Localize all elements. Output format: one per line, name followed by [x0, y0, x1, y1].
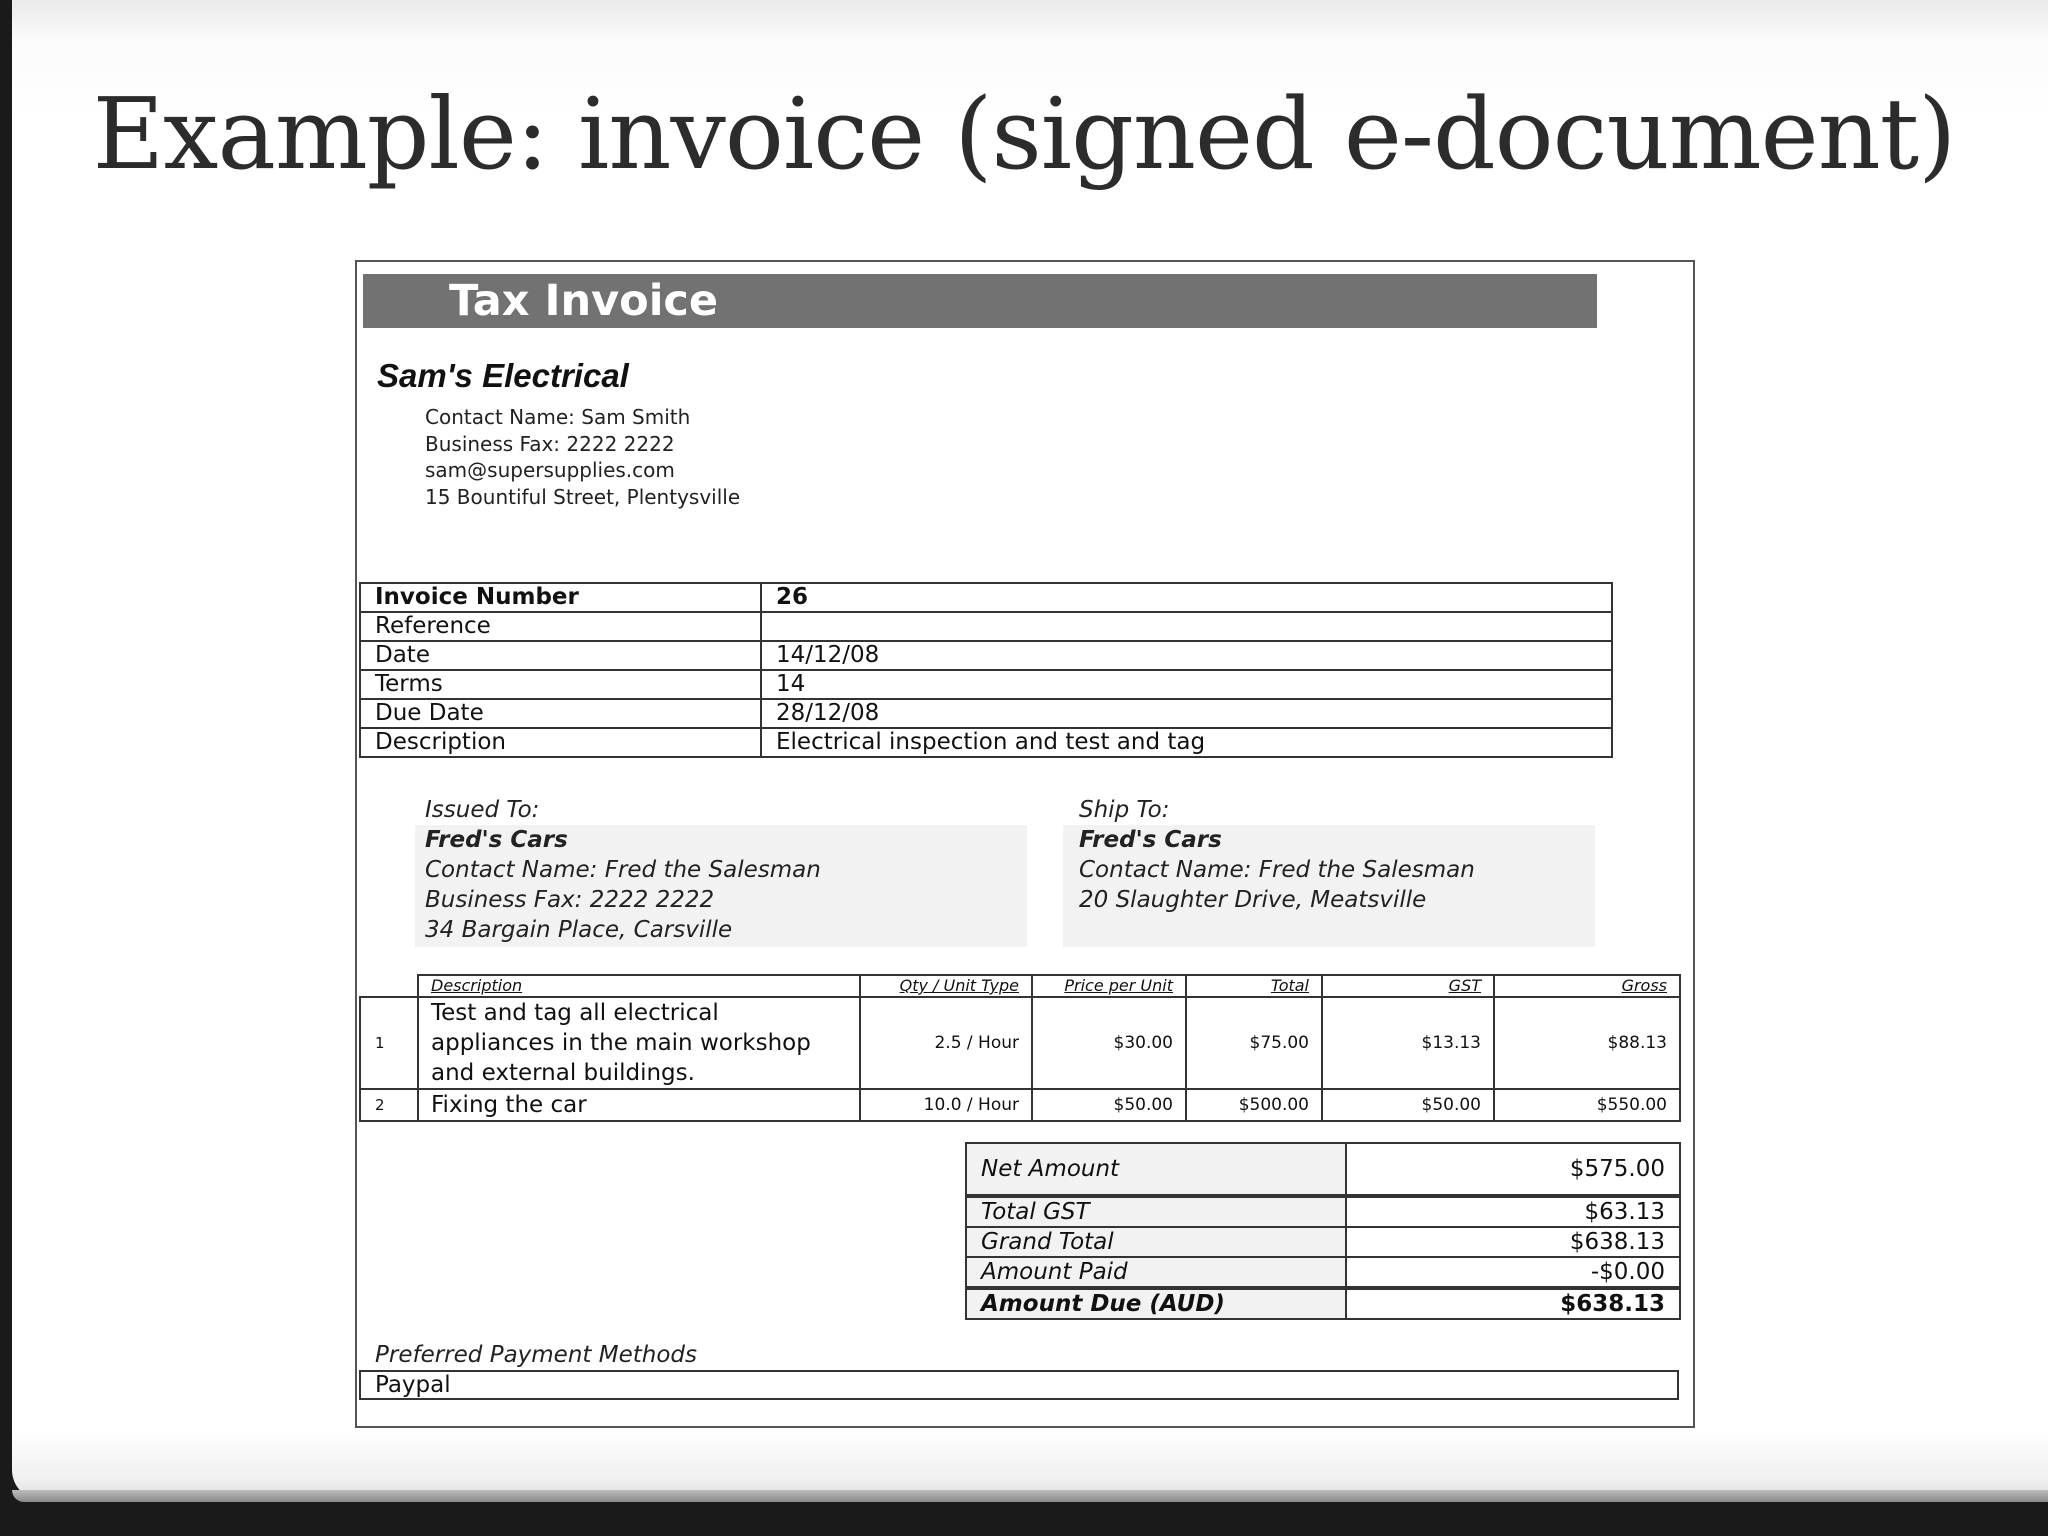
slide-title: Example: invoice (signed e-document) — [92, 78, 1956, 192]
detail-label: Reference — [360, 612, 761, 641]
table-row — [360, 670, 1612, 699]
amount-due-value: $638.13 — [1346, 1288, 1680, 1319]
contact-line: Business Fax: 2222 2222 — [425, 431, 675, 456]
detail-label: Terms — [360, 670, 761, 699]
company-name: Sam's Electrical — [377, 357, 629, 394]
slide-footer-band — [12, 1490, 2048, 1502]
item-description — [418, 1089, 860, 1121]
item-qty: 10.0 / Hour — [860, 1089, 1032, 1121]
table-row — [360, 728, 1612, 757]
detail-value: Electrical inspection and test and tag — [761, 728, 1612, 757]
net-amount-value: $575.00 — [1346, 1143, 1680, 1196]
item-description-line: and external buildings. — [431, 1060, 695, 1086]
column-header: GST — [1322, 975, 1494, 997]
issued-to-line: 34 Bargain Place, Carsville — [425, 917, 733, 943]
column-header: Total — [1186, 975, 1322, 997]
detail-label: Due Date — [360, 699, 761, 728]
ship-to-block — [1079, 795, 1609, 935]
item-gross: $550.00 — [1494, 1089, 1680, 1121]
item-gst: $50.00 — [1322, 1089, 1494, 1121]
grand-total-label: Grand Total — [966, 1227, 1346, 1257]
item-number: 2 — [360, 1089, 418, 1121]
totals-table — [965, 1142, 1681, 1320]
item-number: 1 — [360, 997, 418, 1089]
detail-value — [761, 612, 1612, 641]
invoice-document — [355, 260, 1695, 1428]
table-row — [966, 1288, 1680, 1319]
table-row — [360, 1089, 1680, 1121]
ship-to-line: 20 Slaughter Drive, Meatsville — [1079, 887, 1427, 913]
item-gst: $13.13 — [1322, 997, 1494, 1089]
item-price: $50.00 — [1032, 1089, 1186, 1121]
issued-to-name: Fred's Cars — [425, 827, 568, 853]
contact-line: sam@supersupplies.com — [425, 458, 675, 482]
amount-due-label: Amount Due (AUD) — [966, 1288, 1346, 1319]
contact-line: 15 Bountiful Street, Plentysville — [425, 484, 741, 509]
issued-to-line: Contact Name: Fred the Salesman — [425, 857, 821, 883]
detail-value: 28/12/08 — [761, 699, 1612, 728]
ship-to-name: Fred's Cars — [1079, 827, 1222, 853]
net-amount-label: Net Amount — [966, 1143, 1346, 1196]
item-total: $75.00 — [1186, 997, 1322, 1089]
table-row — [360, 699, 1612, 728]
amount-paid-value: -$0.00 — [1346, 1257, 1680, 1288]
payment-methods-value: Paypal — [359, 1370, 1679, 1400]
item-qty: 2.5 / Hour — [860, 997, 1032, 1089]
total-gst-value: $63.13 — [1346, 1196, 1680, 1227]
ship-to-line: Contact Name: Fred the Salesman — [1079, 857, 1475, 883]
line-items-table — [359, 974, 1681, 1122]
table-row — [966, 1257, 1680, 1288]
column-header: Price per Unit — [1032, 975, 1186, 997]
table-row — [966, 1143, 1680, 1196]
detail-label: Date — [360, 641, 761, 670]
grand-total-value: $638.13 — [1346, 1227, 1680, 1257]
detail-label: Description — [360, 728, 761, 757]
detail-value: 14/12/08 — [761, 641, 1612, 670]
detail-value: 14 — [761, 670, 1612, 699]
table-row — [966, 1227, 1680, 1257]
issued-to-heading: Issued To: — [425, 797, 540, 823]
detail-value: 26 — [761, 583, 1612, 612]
item-description — [418, 997, 860, 1089]
table-row — [360, 612, 1612, 641]
table-header-row — [360, 975, 1680, 997]
column-header: Gross — [1494, 975, 1680, 997]
item-total: $500.00 — [1186, 1089, 1322, 1121]
column-header: Description — [418, 975, 860, 997]
item-description-line: appliances in the main workshop — [431, 1030, 811, 1056]
detail-label: Invoice Number — [360, 583, 761, 612]
item-price: $30.00 — [1032, 997, 1186, 1089]
issued-to-line: Business Fax: 2222 2222 — [425, 887, 715, 913]
ship-to-heading: Ship To: — [1079, 797, 1170, 823]
issued-to-block — [425, 795, 1037, 943]
invoice-header: Tax Invoice — [363, 274, 1597, 328]
item-description-line: Fixing the car — [431, 1092, 587, 1118]
table-row — [966, 1196, 1680, 1227]
table-row — [360, 583, 1612, 612]
payment-methods-label: Preferred Payment Methods — [375, 1342, 697, 1368]
amount-paid-label: Amount Paid — [966, 1257, 1346, 1288]
table-row — [360, 997, 1680, 1089]
column-header: Qty / Unit Type — [860, 975, 1032, 997]
company-contact — [425, 404, 740, 510]
item-gross: $88.13 — [1494, 997, 1680, 1089]
total-gst-label: Total GST — [966, 1196, 1346, 1227]
invoice-details-table — [359, 582, 1613, 758]
item-description-line: Test and tag all electrical — [431, 1000, 719, 1026]
table-row — [360, 641, 1612, 670]
contact-line: Contact Name: Sam Smith — [425, 405, 691, 429]
